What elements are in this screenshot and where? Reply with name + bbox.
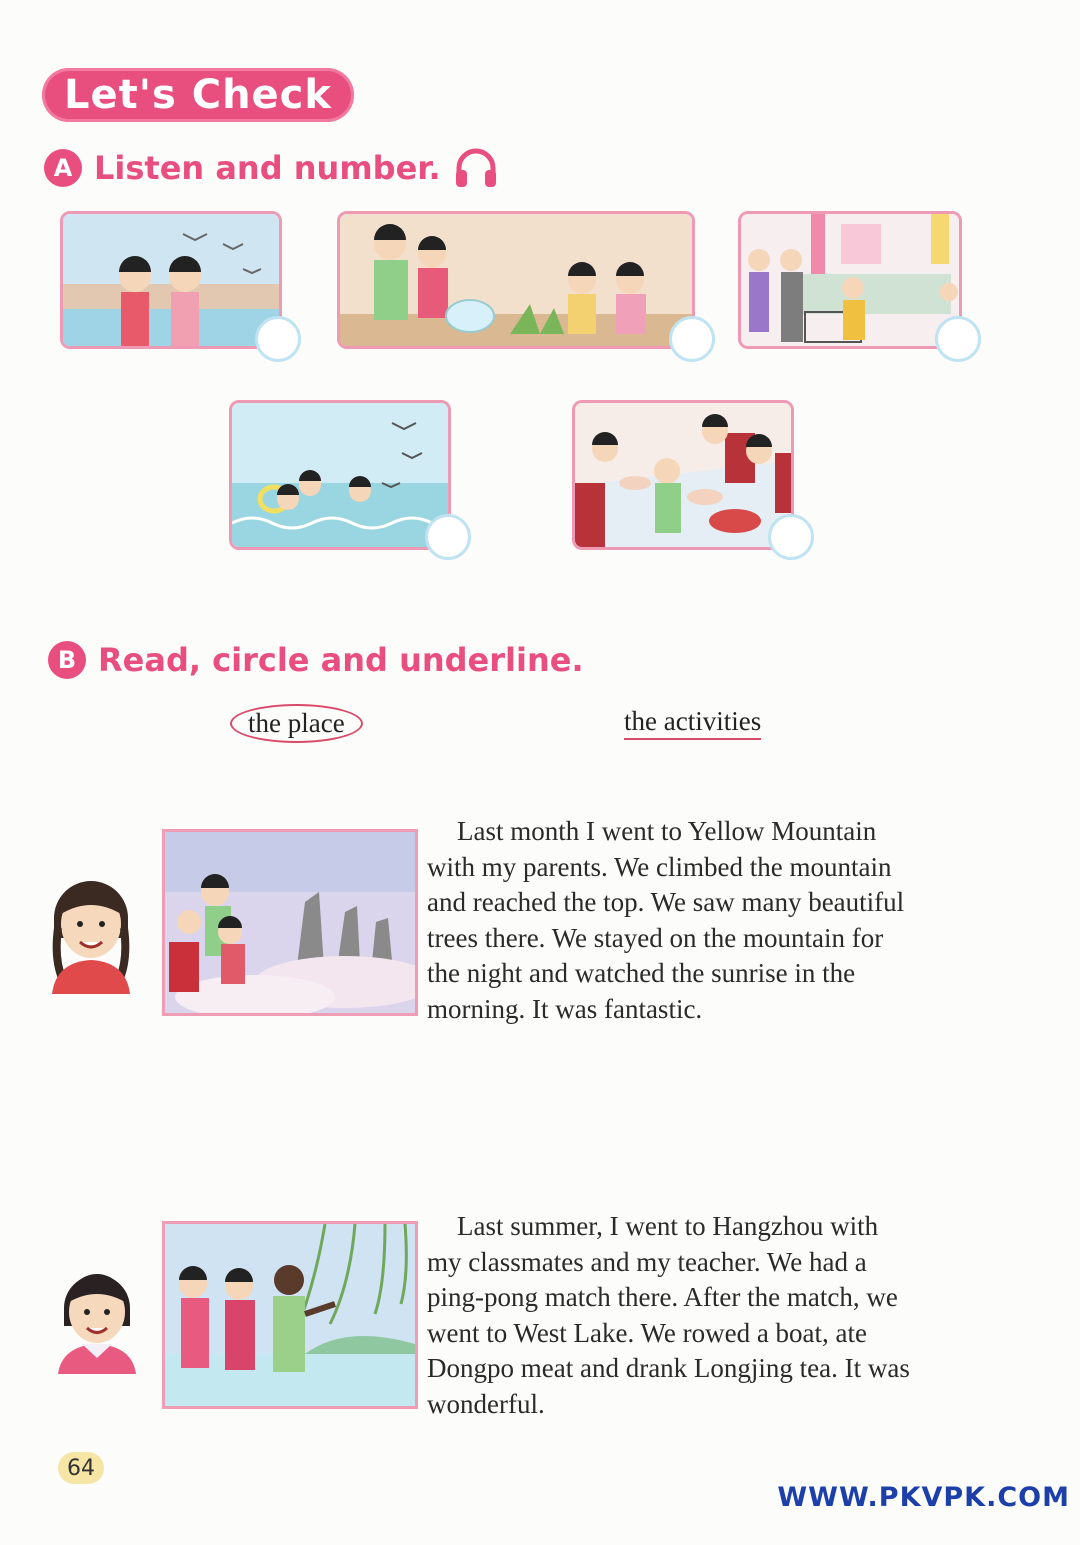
passage-1-line: morning. It was fantastic. bbox=[427, 993, 703, 1024]
photo-west-lake bbox=[162, 1221, 418, 1409]
passage-2-line: Dongpo meat and drank Longjing tea. It was bbox=[427, 1353, 910, 1383]
underline-label-the-activities bbox=[624, 706, 761, 740]
passage-1-line: with my parents. We climbed the mountain bbox=[427, 851, 892, 882]
answer-circle-3[interactable] bbox=[935, 316, 981, 362]
picture-dinner-table bbox=[572, 400, 794, 550]
answer-circle-4[interactable] bbox=[425, 514, 471, 560]
page-number-text: 64 bbox=[67, 1455, 95, 1481]
section-b-title: Read, circle and underline. bbox=[98, 641, 584, 679]
circle-label-text: the place bbox=[248, 708, 345, 738]
passage-1-line: and reached the top. We saw many beautiful bbox=[427, 887, 905, 917]
picture-swimming-sea bbox=[229, 400, 451, 550]
girl-portrait-1 bbox=[44, 858, 138, 994]
underline-label-text: the activities bbox=[624, 706, 762, 736]
picture-beach-friends bbox=[60, 211, 282, 349]
passage-1-line: trees there. We stayed on the mountain for bbox=[427, 922, 884, 953]
passage-2 bbox=[427, 1209, 987, 1422]
picture-supermarket bbox=[738, 211, 962, 349]
passage-1-line: Last month I went to Yellow Mountain bbox=[457, 816, 877, 846]
photo-yellow-mountain bbox=[162, 829, 418, 1016]
passage-2-line: went to West Lake. We rowed a boat, ate bbox=[427, 1317, 868, 1348]
passage-2-line: ping-pong match there. After the match, we bbox=[427, 1282, 898, 1312]
answer-circle-2[interactable] bbox=[669, 316, 715, 362]
answer-circle-1[interactable] bbox=[255, 316, 301, 362]
passage-2-line: my classmates and my teacher. We had a bbox=[427, 1246, 867, 1277]
watermark: WWW.PKVPK.COM bbox=[777, 1482, 1070, 1513]
section-a-heading bbox=[44, 146, 499, 190]
girl-portrait-2 bbox=[52, 1252, 142, 1374]
section-a-letter: A bbox=[44, 149, 82, 187]
passage-2-line: wonderful. bbox=[427, 1388, 545, 1419]
answer-circle-5[interactable] bbox=[768, 514, 814, 560]
headphones-icon bbox=[453, 146, 499, 190]
section-b-heading bbox=[48, 641, 584, 679]
page-number bbox=[58, 1452, 104, 1484]
section-b-letter: B bbox=[48, 641, 86, 679]
circle-label-the-place bbox=[230, 704, 363, 743]
lets-check-banner bbox=[42, 68, 354, 122]
section-a-title: Listen and number. bbox=[94, 149, 441, 187]
passage-1-line: the night and watched the sunrise in the bbox=[427, 958, 856, 988]
picture-living-room-fish bbox=[337, 211, 695, 349]
passage-1 bbox=[427, 814, 987, 1027]
passage-2-line: Last summer, I went to Hangzhou with bbox=[457, 1211, 879, 1241]
banner-title: Let's Check bbox=[64, 72, 332, 118]
